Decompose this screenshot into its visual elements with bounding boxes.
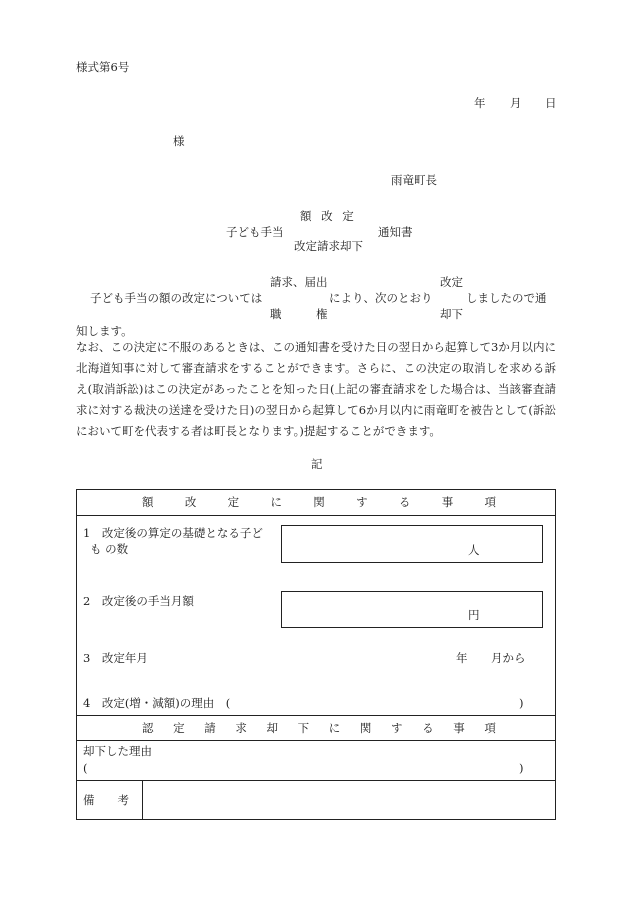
- reject-close-paren: ): [519, 761, 524, 775]
- section2-header-char: 却: [266, 721, 278, 735]
- section1-header-char: に: [270, 495, 282, 509]
- section2-header-char: 関: [359, 721, 372, 735]
- form-number: 様式第6号: [76, 60, 130, 74]
- appeal-paragraph: なお、この決定に不服のあるときは、この通知書を受けた日の翌日から起算して3か月以内に北海道知事に対して審査請求をすることができます。さらに、この決定の取消しを求める訴え(取消訴訟)はこの決定があったことを知った日(上記の審査請求をした場合は、当該審査請求に対する裁決の送達を受けた日)の翌日から起算して6か月以内に雨竜町を被告として(訴訟において町を代表する者は町長となります。)提起することができます。: [76, 340, 556, 438]
- date-day: 日: [545, 96, 557, 110]
- item3-year: 年: [456, 651, 468, 665]
- divider: [76, 740, 556, 741]
- option-request: 請求、届出: [270, 275, 328, 289]
- section1-header-char: 事: [441, 495, 454, 509]
- section1-header-char: 関: [313, 495, 325, 509]
- date-year: 年: [474, 96, 486, 110]
- section2-header: [142, 723, 496, 737]
- section2-header-char: 項: [484, 721, 496, 735]
- section2-header-char: 請: [204, 721, 216, 735]
- remarks-field[interactable]: [143, 781, 555, 819]
- children-unit: 人: [468, 543, 480, 557]
- notice-line-d: 知します。: [76, 324, 133, 338]
- reject-open-paren: (: [83, 761, 88, 775]
- item4-label: 4 改定(増・減額)の理由 (: [83, 696, 231, 710]
- section2-header-char: 求: [235, 721, 247, 735]
- section1-header-char: 改: [184, 495, 197, 509]
- section2-header-char: 認: [142, 721, 154, 735]
- section1-header-char: 項: [484, 495, 496, 509]
- section1-header: [142, 497, 496, 511]
- item1-label-line1: 1 改定後の算定の基礎となる子ど: [83, 526, 263, 540]
- section2-header-char: す: [391, 721, 403, 735]
- addressee-suffix: 様: [173, 134, 185, 148]
- option-reject: 却下: [440, 307, 463, 321]
- section1-header-char: す: [356, 495, 368, 509]
- section1-header-char: る: [398, 495, 411, 509]
- item1-label-line2: も の数: [90, 542, 129, 556]
- item3-label: 3 改定年月: [83, 651, 148, 665]
- title-bottom: 改定請求却下: [294, 239, 363, 253]
- section2-header-char: る: [422, 721, 434, 735]
- ki-heading: 記: [311, 457, 323, 471]
- section1-header-char: 定: [227, 495, 240, 509]
- title-right: 通知書: [378, 225, 413, 239]
- item2-label: 2 改定後の手当月額: [83, 594, 194, 608]
- option-ex-officio-1: 職: [270, 307, 282, 321]
- title-top: 額 改 定: [300, 209, 354, 223]
- section2-header-char: 事: [453, 721, 465, 735]
- item4-close-paren: ): [519, 696, 524, 710]
- children-count-field[interactable]: [281, 525, 543, 563]
- option-revise: 改定: [440, 275, 463, 289]
- notice-line-b: により、次のとおり: [329, 291, 433, 305]
- section2-header-char: 定: [173, 721, 185, 735]
- issuer-name: 雨竜町長: [391, 173, 437, 187]
- divider: [76, 715, 556, 716]
- amount-unit: 円: [468, 608, 480, 622]
- remarks-label: 備 考: [83, 793, 129, 807]
- divider: [76, 515, 556, 516]
- reject-reason-label: 却下した理由: [83, 744, 152, 758]
- notice-line-a: 子ども手当の額の改定については: [90, 291, 263, 305]
- section2-header-char: に: [328, 721, 341, 735]
- section1-header-char: 額: [142, 495, 154, 509]
- monthly-amount-field[interactable]: [281, 591, 543, 628]
- date-month: 月: [510, 96, 522, 110]
- title-left: 子ども手当: [226, 225, 284, 239]
- notice-line-c: しましたので通: [466, 291, 547, 305]
- section2-header-char: 下: [297, 721, 310, 735]
- item3-month: 月から: [491, 651, 526, 665]
- option-ex-officio-2: 権: [316, 307, 328, 321]
